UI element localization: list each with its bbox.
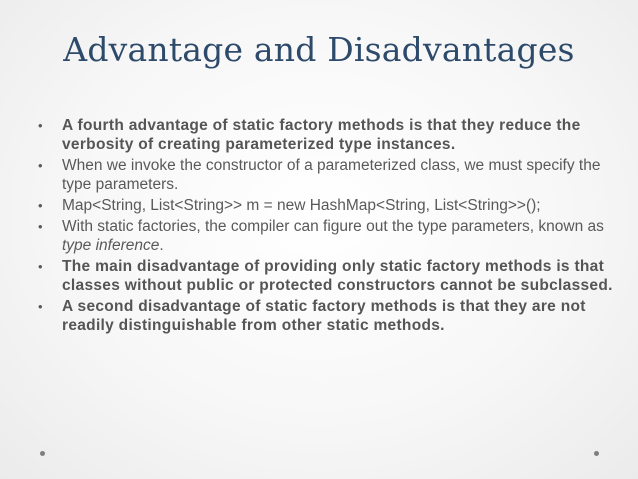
bullet-item-constructor-type-params [38,156,618,194]
bullet-marker: • [38,158,43,173]
bullet-item-main-disadvantage [38,257,618,295]
bullet-text: Map<String, List<String>> m = new HashMap<String, List<String>>(); [62,197,541,214]
bullet-marker: • [38,259,43,274]
bullet-text: The main disadvantage of providing only static factory methods is that classes without public or protected constructors cannot be subclassed. [62,258,613,294]
bullet-text-before: With static factories, the compiler can figure out the type parameters, known as [62,218,604,235]
bullet-marker: • [38,198,43,213]
bullet-item-fourth-advantage [38,116,618,154]
decorative-dot-right [594,451,599,456]
slide-title: Advantage and Disadvantages [63,30,575,69]
bullet-list [38,116,618,337]
bullet-text: A second disadvantage of static factory methods is that they are not readily distinguishable from other static methods. [62,298,586,334]
bullet-marker: • [38,299,43,314]
decorative-dot-left [40,451,45,456]
bullet-item-second-disadvantage [38,297,618,335]
bullet-text-after: . [159,237,164,254]
bullet-text [62,218,604,254]
bullet-item-type-inference [38,217,618,255]
bullet-marker: • [38,219,43,234]
bullet-text: When we invoke the constructor of a parameterized class, we must specify the type parameters. [62,157,601,193]
bullet-text: A fourth advantage of static factory methods is that they reduce the verbosity of creating parameterized type instances. [62,117,581,153]
type-inference-term: type inference [62,237,160,254]
bullet-marker: • [38,118,43,133]
bullet-item-code-example [38,196,618,215]
